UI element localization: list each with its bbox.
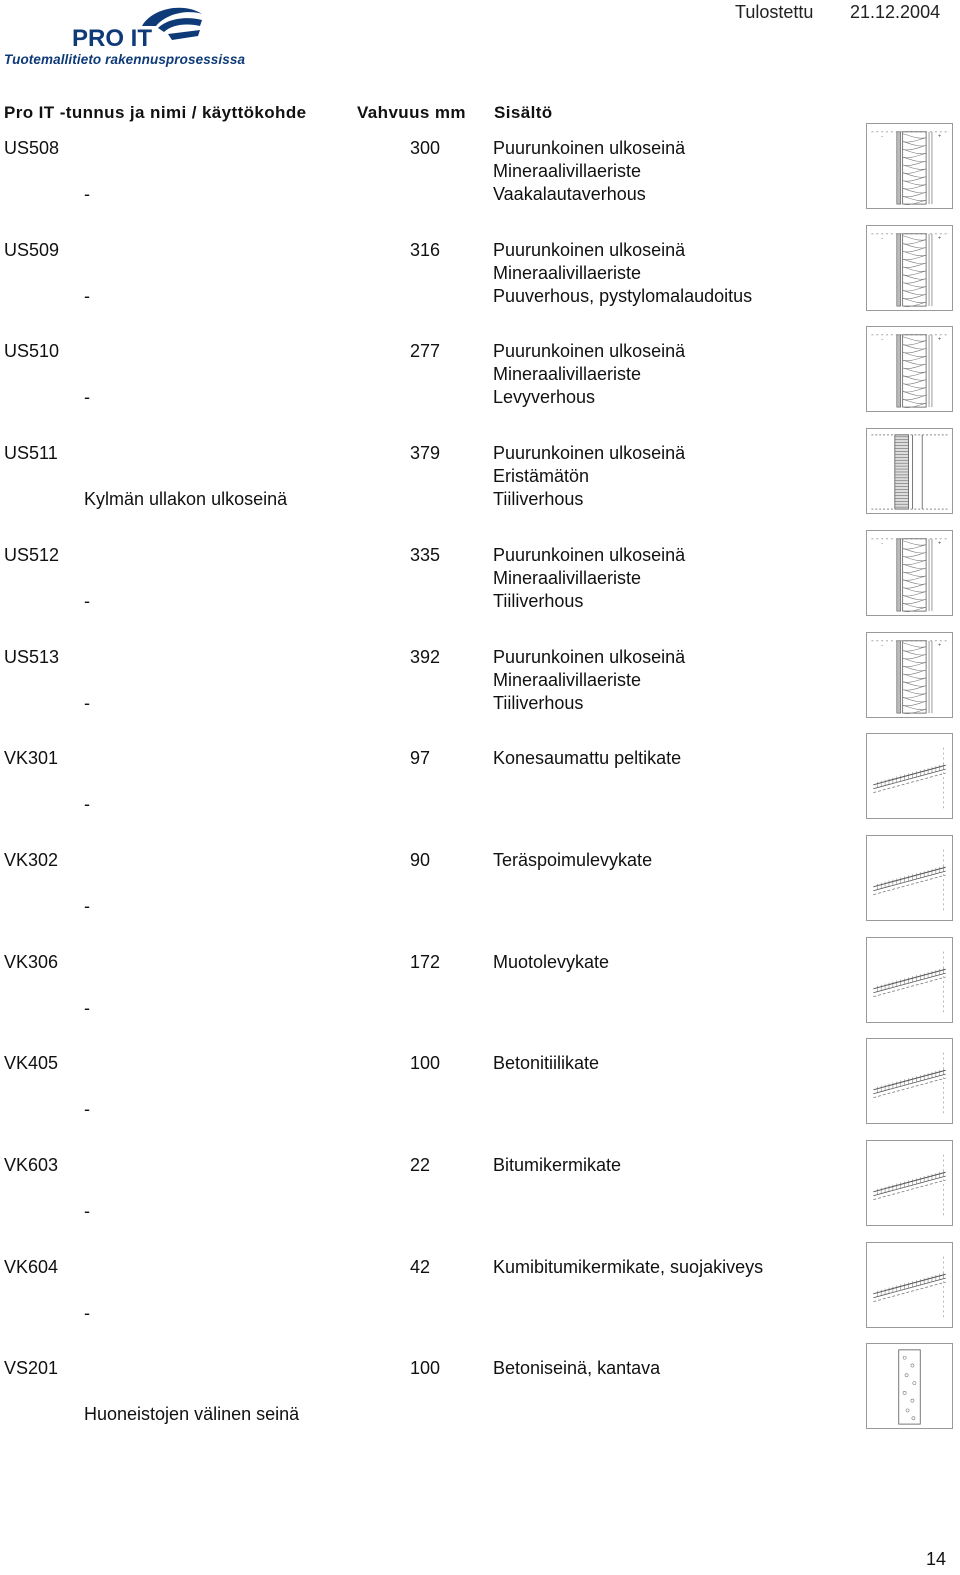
row-thickness: 100 xyxy=(410,1358,441,1378)
row-content-line: Tiiliverhous xyxy=(493,489,584,509)
row-thickness: 42 xyxy=(410,1257,431,1277)
table-row xyxy=(0,951,960,1051)
svg-text:-: - xyxy=(881,336,884,343)
table-row xyxy=(0,133,960,237)
table-row xyxy=(0,849,960,949)
printed-date: 21.12.2004 xyxy=(850,2,941,22)
row-code: VK302 xyxy=(4,850,59,870)
row-content-line: Tiiliverhous xyxy=(493,693,584,713)
row-thickness: 379 xyxy=(410,443,441,463)
roof-section-icon xyxy=(866,733,953,819)
row-content xyxy=(493,442,685,511)
row-thickness: 335 xyxy=(410,545,441,565)
row-use: - xyxy=(84,896,90,916)
row-thickness: 172 xyxy=(410,952,441,972)
column-header-content: Sisältö xyxy=(494,103,553,122)
row-use: - xyxy=(84,591,90,611)
row-code: VS201 xyxy=(4,1358,59,1378)
row-content xyxy=(493,849,652,872)
row-content xyxy=(493,340,685,409)
row-code: US509 xyxy=(4,240,60,260)
row-content-line: Puurunkoinen ulkoseinä xyxy=(493,138,686,158)
row-use: Huoneistojen välinen seinä xyxy=(84,1404,300,1424)
row-use: - xyxy=(84,184,90,204)
row-code: VK405 xyxy=(4,1053,59,1073)
table-row xyxy=(0,1154,960,1254)
svg-text:+: + xyxy=(937,540,942,547)
row-content xyxy=(493,1357,660,1380)
row-thickness: 392 xyxy=(410,647,441,667)
row-content-line: Betoniseinä, kantava xyxy=(493,1358,661,1378)
row-use: - xyxy=(84,794,90,814)
row-content-line: Vaakalautaverhous xyxy=(493,184,646,204)
row-thickness: 100 xyxy=(410,1053,441,1073)
table-row xyxy=(0,1357,960,1457)
row-content-line: Puurunkoinen ulkoseinä xyxy=(493,240,686,260)
row-content-line: Puuverhous, pystylomalaudoitus xyxy=(493,286,753,306)
table-row xyxy=(0,747,960,847)
row-use: - xyxy=(84,286,90,306)
row-content-line: Teräspoimulevykate xyxy=(493,850,653,870)
logo-tagline: Tuotemallitieto rakennusprosessissa xyxy=(4,52,246,67)
row-content xyxy=(493,747,681,770)
row-use: - xyxy=(84,387,90,407)
row-content-line: Mineraalivillaeriste xyxy=(493,161,642,181)
row-thickness: 90 xyxy=(410,850,431,870)
row-use: Kylmän ullakon ulkoseinä xyxy=(84,489,288,509)
wall-section-icon xyxy=(866,326,953,412)
logo-wordmark: PRO IT xyxy=(72,25,153,50)
wall-section-icon xyxy=(866,530,953,616)
column-header-thickness: Vahvuus mm xyxy=(357,103,466,122)
pro-it-logo xyxy=(4,2,276,68)
row-content-line: Mineraalivillaeriste xyxy=(493,364,642,384)
row-thickness: 22 xyxy=(410,1155,431,1175)
row-code: US512 xyxy=(4,545,60,565)
row-code: US508 xyxy=(4,138,60,158)
concrete-wall-section-icon xyxy=(866,1343,953,1429)
row-thickness: 277 xyxy=(410,341,441,361)
svg-text:+: + xyxy=(937,133,942,140)
row-code: VK604 xyxy=(4,1257,59,1277)
row-content-line: Eristämätön xyxy=(493,466,590,486)
row-content-line: Mineraalivillaeriste xyxy=(493,263,642,283)
svg-text:-: - xyxy=(881,540,884,547)
brick-wall-section-icon xyxy=(866,428,953,514)
row-content xyxy=(493,544,685,613)
roof-section-icon xyxy=(866,835,953,921)
row-use: - xyxy=(84,1303,90,1323)
row-content-line: Bitumikermikate xyxy=(493,1155,622,1175)
wall-section-icon xyxy=(866,225,953,311)
row-code: US510 xyxy=(4,341,60,361)
row-use: - xyxy=(84,1099,90,1119)
row-content-line: Puurunkoinen ulkoseinä xyxy=(493,341,686,361)
row-content xyxy=(493,951,609,974)
pro-it-logo-icon xyxy=(72,4,206,50)
row-use: - xyxy=(84,1201,90,1221)
page-number: 14 xyxy=(926,1549,947,1569)
row-code: VK301 xyxy=(4,748,59,768)
row-content-line: Puurunkoinen ulkoseinä xyxy=(493,545,686,565)
row-content xyxy=(493,137,685,206)
table-row xyxy=(0,442,960,542)
svg-text:+: + xyxy=(937,336,942,343)
svg-text:-: - xyxy=(881,642,884,649)
row-content-line: Tiiliverhous xyxy=(493,591,584,611)
roof-section-icon xyxy=(866,1242,953,1328)
row-content-line: Levyverhous xyxy=(493,387,596,407)
row-content-line: Puurunkoinen ulkoseinä xyxy=(493,443,686,463)
row-content-line: Betonitiilikate xyxy=(493,1053,600,1073)
row-content-line: Kumibitumikermikate, suojakiveys xyxy=(493,1257,764,1277)
row-thickness: 300 xyxy=(410,138,441,158)
row-content xyxy=(493,646,685,715)
column-header-name: Pro IT -tunnus ja nimi / käyttökohde xyxy=(4,103,307,122)
printed-label: Tulostettu xyxy=(735,2,814,22)
row-code: VK603 xyxy=(4,1155,59,1175)
row-code: US511 xyxy=(4,443,58,463)
row-content xyxy=(493,1256,763,1279)
row-code: US513 xyxy=(4,647,60,667)
roof-section-icon xyxy=(866,937,953,1023)
table-row xyxy=(0,235,960,339)
row-use: - xyxy=(84,693,90,713)
table-row xyxy=(0,642,960,746)
row-content-line: Mineraalivillaeriste xyxy=(493,568,642,588)
row-content-line: Konesaumattu peltikate xyxy=(493,748,682,768)
svg-text:-: - xyxy=(881,133,884,140)
table-row xyxy=(0,1256,960,1356)
row-content-line: Mineraalivillaeriste xyxy=(493,670,642,690)
row-content xyxy=(493,239,752,308)
row-thickness: 97 xyxy=(410,748,431,768)
svg-text:+: + xyxy=(937,235,942,242)
row-code: VK306 xyxy=(4,952,59,972)
row-thickness: 316 xyxy=(410,240,441,260)
row-content-line: Muotolevykate xyxy=(493,952,610,972)
table-row xyxy=(0,336,960,440)
wall-section-icon xyxy=(866,632,953,718)
svg-text:-: - xyxy=(881,235,884,242)
svg-text:+: + xyxy=(937,642,942,649)
roof-section-icon xyxy=(866,1140,953,1226)
wall-section-icon xyxy=(866,123,953,209)
row-content xyxy=(493,1154,621,1177)
table-row xyxy=(0,540,960,644)
row-content xyxy=(493,1052,599,1075)
table-row xyxy=(0,1052,960,1152)
row-content-line: Puurunkoinen ulkoseinä xyxy=(493,647,686,667)
roof-section-icon xyxy=(866,1038,953,1124)
row-use: - xyxy=(84,998,90,1018)
